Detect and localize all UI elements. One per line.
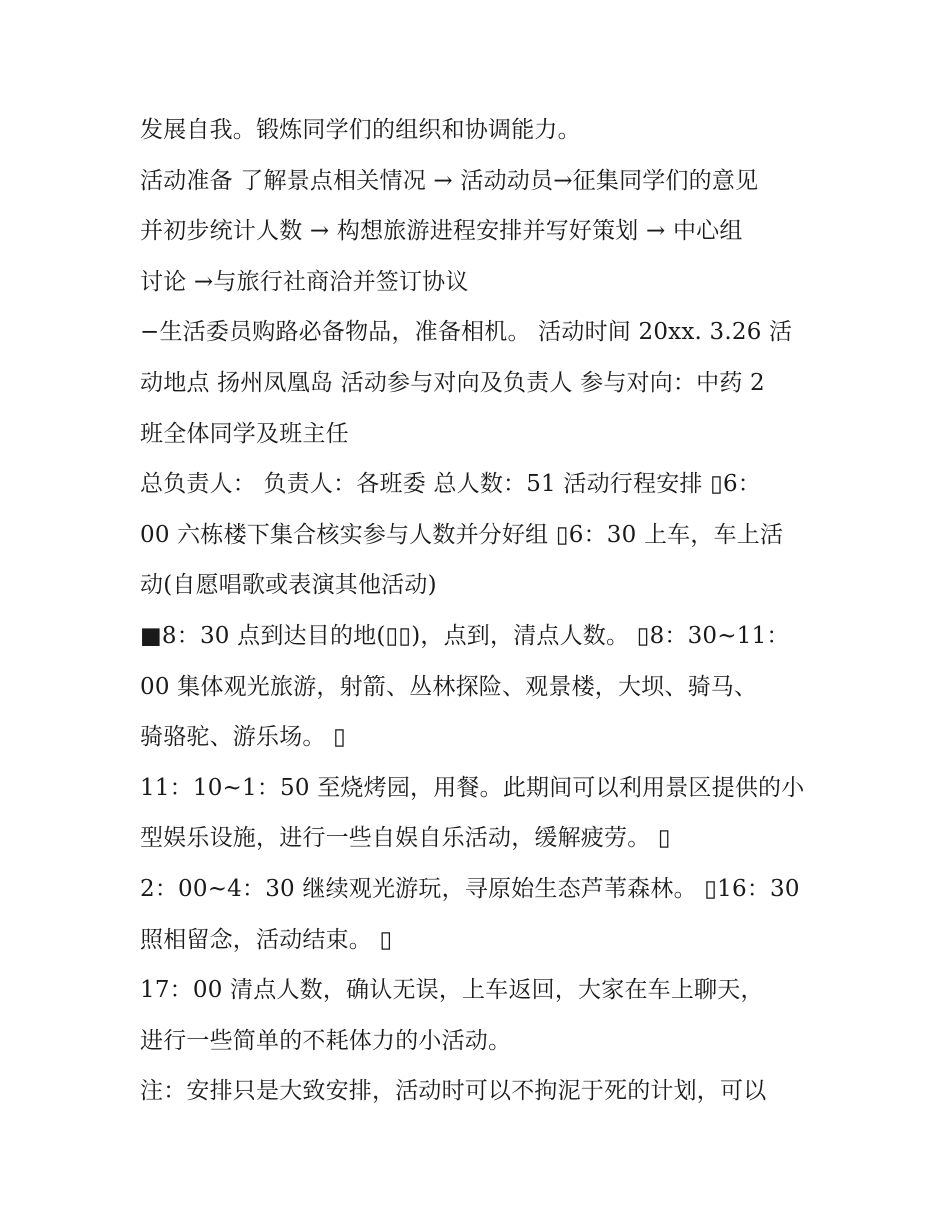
- text-line: 00 六栋楼下集合核实参与人数并分好组 ▯6：30 上车，车上活: [140, 521, 784, 548]
- text-line: 2：00~4：30 继续观光游玩，寻原始生态芦苇森林。 ▯16：30: [140, 875, 800, 902]
- text-line: 总负责人： 负责人：各班委 总人数：51 活动行程安排 ▯6：: [140, 471, 762, 498]
- text-line: 17：00 清点人数，确认无误，上车返回，大家在车上聊天，: [140, 977, 764, 1004]
- text-line: 注：安排只是大致安排，活动时可以不拘泥于死的计划，可以: [140, 1078, 767, 1105]
- text-line: 并初步统计人数 → 构想旅游进程安排并写好策划 → 中心组: [140, 218, 743, 245]
- text-line: 动地点 扬州凤凰岛 活动参与对向及负责人 参与对向：中药 2: [140, 369, 765, 396]
- text-line: 型娱乐设施，进行一些自娱自乐活动，缓解疲劳。 ▯: [140, 825, 671, 852]
- document-body: [140, 105, 830, 1117]
- text-line: 11：10~1：50 至烧烤园，用餐。此期间可以利用景区提供的小: [140, 774, 805, 801]
- text-line: 活动准备 了解景点相关情况 → 活动动员→征集同学们的意见: [140, 167, 759, 194]
- text-line: 进行一些简单的不耗体力的小活动。: [140, 1027, 512, 1054]
- text-line: 骑骆驼、游乐场。 ▯: [140, 724, 346, 751]
- text-line: 讨论 →与旅行社商洽并签订协议: [140, 268, 469, 295]
- text-line: 动(自愿唱歌或表演其他活动): [140, 572, 437, 599]
- text-line: 00 集体观光旅游，射箭、丛林探险、观景楼，大坝、骑马、: [140, 673, 758, 700]
- text-line: 照相留念，活动结束。 ▯: [140, 926, 393, 953]
- text-line: 班全体同学及班主任: [140, 420, 349, 447]
- text-line: 发展自我。锻炼同学们的组织和协调能力。: [140, 117, 581, 143]
- text-line: −生活委员购路必备物品，准备相机。 活动时间 20xx. 3.26 活: [140, 319, 793, 346]
- text-line: ■8：30 点到达目的地(▯▯)，点到，清点人数。 ▯8：30~11：: [140, 622, 790, 649]
